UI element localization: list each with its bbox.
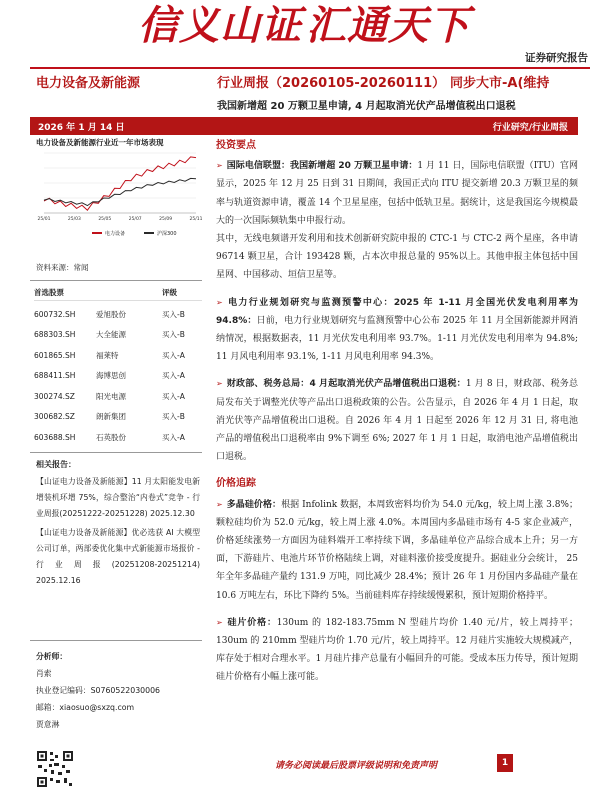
header-rule — [30, 67, 590, 69]
stock-code: 601865.SH — [34, 350, 76, 360]
stock-code: 300682.SZ — [34, 412, 75, 422]
brand-logo: 信义山证 汇通天下 — [138, 2, 470, 49]
analyst-cert: 执业登记编码：S0760522030006 — [36, 686, 161, 695]
stock-name: 阳光电源 — [96, 391, 126, 401]
stocks-header-code: 首选股票 — [34, 288, 64, 297]
stock-code: 600732.SH — [34, 309, 76, 319]
table-row — [34, 407, 202, 428]
bullet-arrow-icon: ➢ — [216, 617, 223, 627]
bullet-arrow-icon: ➢ — [216, 379, 223, 389]
stock-rating: 买入-B — [162, 330, 185, 340]
stock-code: 603688.SH — [34, 432, 76, 442]
paragraph-itu-detail: 其中，无线电频谱开发利用和技术创新研究院申报的 CTC-1 与 CTC-2 两个星座，各申请 96714 颗卫星，合计 193428 颗，占本次申报总量的 95%以上。其他申报主体包括中国星网、中国移动、垣信卫星等。 — [216, 234, 578, 281]
para-head: 多晶硅价格： — [226, 499, 282, 510]
stock-name: 福莱特 — [96, 350, 119, 360]
weekly-title: 行业周报（20260105-20260111） — [217, 76, 446, 91]
stock-rating: 买入-A — [162, 350, 185, 360]
table-row — [34, 386, 202, 407]
para-head: 硅片价格： — [226, 617, 277, 628]
related-title: 相关报告： — [36, 460, 76, 469]
paragraph-wafer — [216, 614, 578, 687]
stock-name: 海博思创 — [96, 371, 126, 381]
chart-x-tick-label: 25/11 — [189, 217, 202, 222]
stocks-header-name — [96, 287, 162, 298]
chart-x-tick-label: 25/07 — [128, 217, 142, 222]
divider — [30, 452, 202, 453]
stock-name: 朗新集团 — [96, 412, 126, 422]
para-body: 根据 Infolink 数据，本周致密料均价为 54.0 元/kg，较上周上涨 3.8%；颗粒硅均价为 52.0 元/kg，较上周上涨 4.0%。本周国内多晶硅市场有 4-5 家企业减产，价格延续涨势一方面因为硅料端开工率持续下调，多晶硅单位产品综合成本上升；另一方面，下游硅片、电池片环节价格陆续上调，对硅料涨价接受度提升。据硅业分会统计， 25 年全年多晶硅产量约 131.9 万吨，同比减少 28.4%；预计 26 年 1 月份国内多晶硅产量在 10.6 万吨左右，环比下降约 5%。当前硅料库存持续缓慢累积，预计短期价格持平。 — [216, 499, 578, 601]
section-title-highlights: 投资要点 — [216, 140, 256, 151]
report-subtitle: 我国新增超 20 万颗卫星申请, 4 月起取消光伏产品增值税出口退税 — [217, 101, 516, 112]
stock-name: 爱旭股份 — [96, 309, 126, 319]
report-date: 2026 年 1 月 14 日 — [38, 123, 125, 133]
stock-name: 石英股份 — [96, 432, 126, 442]
related-reports — [36, 474, 200, 592]
related-report-link[interactable]: 【山证电力设备及新能源】11 月太阳能发电新增装机环增 75%，综合整治“内卷式”竞争 - 行业周报(20251222-20251228) 2025.12.30 — [36, 477, 200, 518]
analyst-email[interactable]: 邮箱：xiaosuo@sxzq.com — [36, 703, 135, 712]
stock-rating: 买入-A — [162, 432, 185, 442]
paragraph-export-rebate — [216, 375, 578, 466]
table-row — [34, 325, 202, 346]
chart-source: 资料来源：常闻 — [36, 263, 89, 272]
rating-label: 同步大市-A(维持 — [450, 76, 550, 91]
para-body: 130um 的 182-183.75mm N 型硅片均价 1.40 元/片，较上周持平；130um 的 210mm 型硅片均价 1.70 元/片，较上周持平。12 月硅片实施较大规模减产，库存处于相对合理水平。1 月硅片排产总量有小幅回升的可能。受成本压力传导，预计短期硅片价格有小幅上涨可能。 — [216, 617, 578, 683]
para-body: 日前，电力行业规划研究与监测预警中心公布 2025 年 11 月全国新能源并网消纳情况，根据数据表，11 月光伏发电利用率 93.7%。1-11 月光伏发电利用率为 94.8%; 11 月风电利用率 93.1%, 1-11 月风电利用率 94.3%。 — [216, 315, 578, 363]
report-category: 行业研究/行业周报 — [492, 123, 568, 133]
chart-legend-label: 沪深300 — [157, 231, 177, 237]
table-row — [34, 304, 202, 325]
related-report-link[interactable]: 【山证电力设备及新能源】优必选获 AI 大模型公司订单，两部委优化集中式新能源市场报价 - 行业周报(20251208-20251214) 2025.12.16 — [36, 528, 200, 585]
market-chart — [36, 147, 202, 245]
chart-x-tick-label: 25/05 — [98, 217, 112, 222]
divider — [30, 280, 202, 281]
para-head: 国际电信联盟：我国新增超 20 万颗卫星申请： — [226, 161, 418, 172]
para-head: 财政部、税务总局：4 月起取消光伏产品增值税出口退税： — [226, 379, 466, 390]
chart-legend-label: 电力设备 — [105, 231, 126, 237]
assistant-name: 贾意淋 — [36, 720, 60, 729]
table-row — [34, 345, 202, 366]
bullet-arrow-icon: ➢ — [216, 161, 223, 171]
stock-rating: 买入-B — [162, 412, 185, 422]
main-content — [216, 137, 578, 696]
table-row — [34, 366, 202, 387]
chart-svg — [36, 147, 202, 245]
stock-rating: 买入-B — [162, 309, 185, 319]
para-body: 1 月 8 日，财政部、税务总局发布关于调整光伏等产品出口退税政策的公告。公告显示，自 2026 年 4 月 1 日起，取消光伏等产品增值税出口退税。自 2026 年 4 月 1 日起至 2026 年 12 月 31 日, 将电池产品的增值税出口退税率由 9%下调至 6%; 2027 年 1 月 1 日起，取消电池产品增值税出口退税。 — [216, 379, 578, 463]
chart-series-line-2 — [44, 178, 196, 205]
stocks-header — [34, 287, 202, 301]
chart-title: 电力设备及新能源行业近一年市场表现 — [36, 138, 164, 147]
qr-code-icon — [36, 750, 74, 788]
table-row — [34, 427, 202, 448]
paragraph-polysilicon — [216, 496, 578, 605]
chart-x-tick-label: 25/01 — [37, 217, 51, 222]
footer-disclaimer: 请务必阅读最后股票评级说明和免责声明 — [274, 761, 437, 771]
stock-rating: 买入-A — [162, 391, 185, 401]
analyst-name: 肖索 — [36, 669, 52, 678]
stock-code: 300274.SZ — [34, 391, 75, 401]
report-type: 证券研究报告 — [525, 52, 588, 64]
sector-title: 电力设备及新能源 — [36, 76, 141, 91]
section-title-prices: 价格追踪 — [216, 478, 256, 490]
date-bar — [30, 117, 578, 135]
bullet-arrow-icon: ➢ — [216, 297, 223, 307]
paragraph-pv-utilization — [216, 294, 578, 367]
analyst-title: 分析师： — [36, 652, 68, 661]
paragraph-itu — [216, 157, 578, 230]
para-body: 1 月 11 日，国际电信联盟（ITU）官网显示，2025 年 12 月 25 日到 31 日期间，我国正式向 ITU 提交新增 20.3 万颗卫星的频率与轨道资源申请，覆盖 14 个卫星星座，包括中低轨卫星。据统计，这是我国迄今规模最大的一次国际频轨集中申报行动。 — [216, 161, 578, 226]
chart-x-tick-label: 25/09 — [159, 217, 173, 222]
stock-name: 大全能源 — [96, 330, 126, 340]
analyst-block — [36, 648, 160, 733]
chart-x-tick-label: 25/03 — [67, 217, 81, 222]
stocks-header-rating: 评级 — [162, 288, 177, 297]
stock-rating: 买入-A — [162, 371, 185, 381]
para-head: 电力行业规划研究与监测预警中心：2025 年 1-11 月全国光伏发电利用率为 94.8%： — [216, 297, 578, 326]
page-number: 1 — [497, 754, 513, 772]
bullet-arrow-icon: ➢ — [216, 499, 223, 509]
divider — [30, 640, 202, 641]
stock-code: 688303.SH — [34, 330, 76, 340]
stock-code: 688411.SH — [34, 371, 76, 381]
stocks-table — [34, 287, 202, 448]
